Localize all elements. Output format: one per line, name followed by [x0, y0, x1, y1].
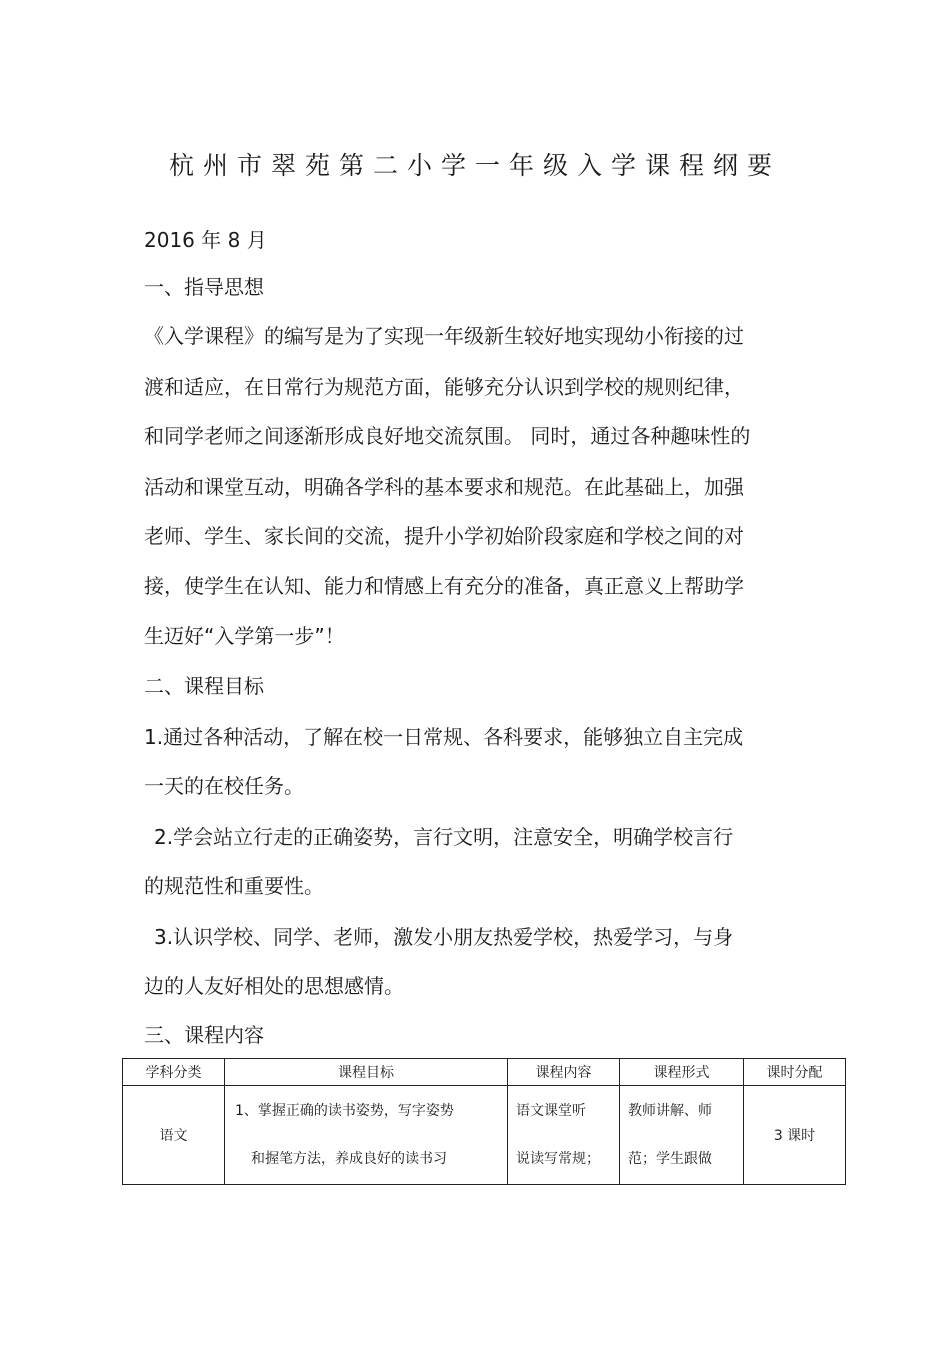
table-header-row	[123, 1059, 846, 1086]
paragraph-line: 生迈好“入学第一步”！	[144, 624, 345, 648]
header-content: 课程内容	[508, 1059, 620, 1086]
cell-hours: 3 课时	[744, 1086, 846, 1185]
document-title: 杭州市翠苑第二小学一年级入学课程纲要	[168, 151, 781, 180]
paragraph-line: 活动和课堂互动，明确各学科的基本要求和规范。在此基础上，加强	[144, 475, 744, 499]
section-heading-guiding-ideology: 一、指导思想	[144, 275, 264, 299]
cell-content	[508, 1086, 620, 1185]
cell-subject: 语文	[123, 1086, 225, 1185]
table-row	[123, 1086, 846, 1185]
section-heading-course-goals: 二、课程目标	[144, 674, 264, 698]
goal-item-continuation: 一天的在校任务。	[144, 774, 304, 798]
header-goal: 课程目标	[225, 1059, 508, 1086]
section-heading-course-content: 三、课程内容	[144, 1023, 264, 1047]
document-date: 2016 年 8 月	[144, 228, 267, 252]
cell-form	[620, 1086, 744, 1185]
paragraph-line: 《入学课程》的编写是为了实现一年级新生较好地实现幼小衔接的过	[144, 324, 744, 348]
course-content-table	[122, 1058, 846, 1185]
goal-item: 3.认识学校、同学、老师，激发小朋友热爱学校，热爱学习，与身	[154, 925, 734, 949]
cell-content-line: 语文课堂听	[516, 1103, 586, 1119]
goal-item: 1.通过各种活动，了解在校一日常规、各科要求，能够独立自主完成	[144, 725, 744, 749]
goal-item: 2.学会站立行走的正确姿势，言行文明，注意安全，明确学校言行	[154, 825, 734, 849]
cell-form-line: 教师讲解、师	[628, 1103, 712, 1119]
cell-form-line: 范；学生跟做	[628, 1151, 712, 1167]
goal-item-continuation: 的规范性和重要性。	[144, 874, 324, 898]
cell-goal-line: 1、掌握正确的读书姿势，写字姿势	[235, 1103, 454, 1119]
header-subject: 学科分类	[123, 1059, 225, 1086]
header-hours: 课时分配	[744, 1059, 846, 1086]
cell-goal	[225, 1086, 508, 1185]
cell-content-line: 说读写常规；	[516, 1151, 600, 1167]
paragraph-line: 老师、学生、家长间的交流，提升小学初始阶段家庭和学校之间的对	[144, 524, 744, 548]
paragraph-line: 渡和适应，在日常行为规范方面，能够充分认识到学校的规则纪律，	[144, 375, 744, 399]
header-form: 课程形式	[620, 1059, 744, 1086]
paragraph-line: 接，使学生在认知、能力和情感上有充分的准备，真正意义上帮助学	[144, 574, 744, 598]
cell-goal-line: 和握笔方法，养成良好的读书习	[251, 1151, 447, 1167]
paragraph-line: 和同学老师之间逐渐形成良好地交流氛围。 同时，通过各种趣味性的	[144, 424, 751, 448]
goal-item-continuation: 边的人友好相处的思想感情。	[144, 974, 404, 998]
